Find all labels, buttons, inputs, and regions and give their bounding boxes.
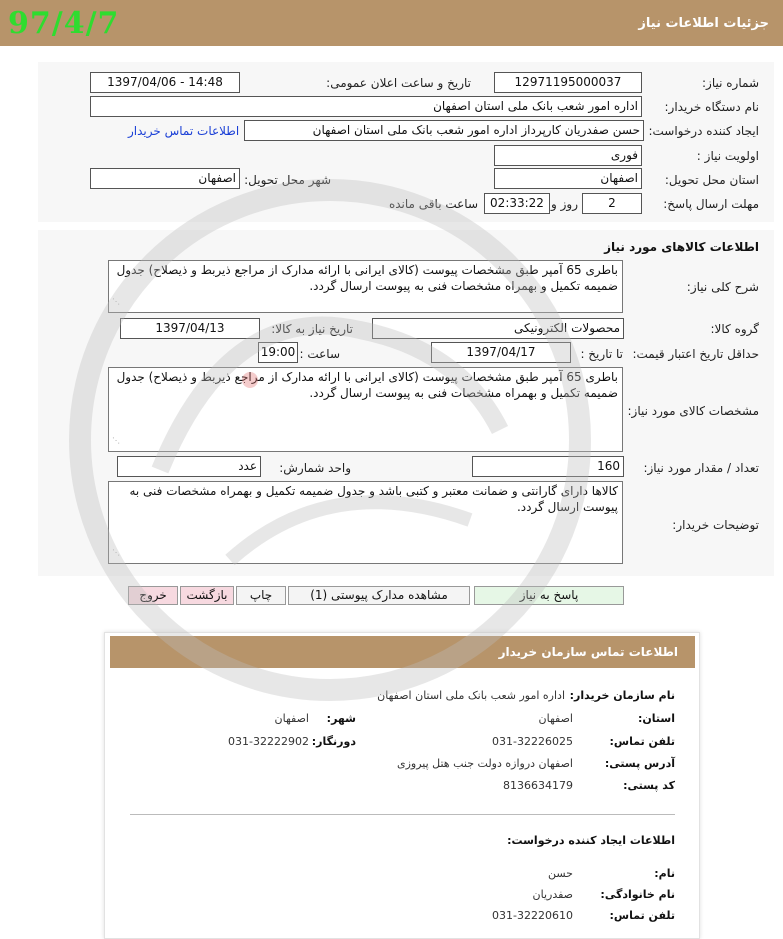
group-label: گروه کالا:	[710, 322, 759, 336]
deadline-days-field: 2	[582, 193, 642, 214]
cphone-label: تلفن تماس:	[609, 909, 675, 922]
need-number-field: 12971195000037	[494, 72, 642, 93]
priority-field: فوری	[494, 145, 642, 166]
creator-field: حسن صفدریان کارپرداز اداره امور شعب بانک ملی استان اصفهان	[244, 120, 644, 141]
name-value: حسن	[548, 867, 573, 880]
org-label: نام سازمان خریدار:	[569, 689, 675, 702]
buyer-contact-link[interactable]: اطلاعات تماس خریدار	[128, 124, 240, 138]
specs-text: باطری 65 آمپر طبق مشخصات پیوست (کالای ایرانی با ارائه مدارک از مراجع ذیربط و ذیصلاح) جدول ضمیمه تکمیل و بهمراه مشخصات فنی به پیوست ارسال گردد.	[116, 370, 618, 400]
summary-label: شرح کلی نیاز:	[686, 280, 759, 294]
phone-value: 031-32226025	[492, 735, 573, 748]
name-label: نام:	[654, 867, 675, 880]
unit-field: عدد	[117, 456, 261, 477]
resize-grip-icon[interactable]: ⋰	[112, 297, 120, 306]
validity-label: حداقل تاریخ اعتبار قیمت:	[632, 347, 759, 361]
c-city-value: اصفهان	[274, 712, 309, 725]
back-button[interactable]: بازگشت	[180, 586, 234, 605]
specs-label: مشخصات کالای مورد نیاز:	[627, 404, 759, 418]
city-label: شهر محل تحویل:	[244, 173, 331, 187]
notes-textarea	[108, 481, 623, 564]
group-field: محصولات الکترونیکی	[372, 318, 624, 339]
validity-date-field: 1397/04/17	[431, 342, 571, 363]
need-number-label: شماره نیاز:	[702, 76, 759, 90]
deadline-days-word: روز و	[551, 197, 578, 211]
address-value: اصفهان دروازه دولت جنب هتل پیروزی	[396, 757, 573, 770]
c-province-value: اصفهان	[538, 712, 573, 725]
creator-header: اطلاعات ایجاد کننده درخواست:	[507, 834, 675, 847]
validity-time-label: ساعت :	[299, 347, 340, 361]
deadline-label: مهلت ارسال پاسخ:	[663, 197, 759, 211]
postal-value: 8136634179	[503, 779, 573, 792]
province-field: اصفهان	[494, 168, 642, 189]
postal-label: کد پستی:	[623, 779, 675, 792]
family-value: صفدریان	[532, 888, 573, 901]
notes-label: توضیحات خریدار:	[672, 518, 759, 532]
buyer-label: نام دستگاه خریدار:	[664, 100, 759, 114]
c-province-label: استان:	[638, 712, 675, 725]
cphone-value: 031-32220610	[492, 909, 573, 922]
reply-button[interactable]: پاسخ به نیاز	[474, 586, 624, 605]
summary-text: باطری 65 آمپر طبق مشخصات پیوست (کالای ایرانی با ارائه مدارک از مراجع ذیربط و ذیصلاح) جدول ضمیمه تکمیل و بهمراه مشخصات فنی به پیوست ارسال گردد.	[116, 263, 618, 293]
need-date-field: 1397/04/13	[120, 318, 260, 339]
announce-label: تاریخ و ساعت اعلان عمومی:	[326, 76, 471, 90]
print-button[interactable]: چاپ	[236, 586, 286, 605]
buyer-field: اداره امور شعب بانک ملی استان اصفهان	[90, 96, 642, 117]
family-label: نام خانوادگی:	[600, 888, 675, 901]
resize-grip-icon[interactable]: ⋰	[112, 436, 120, 445]
province-label: استان محل تحویل:	[664, 173, 759, 187]
city-field: اصفهان	[90, 168, 240, 189]
unit-label: واحد شمارش:	[279, 461, 351, 475]
deadline-remaining: ساعت باقی مانده	[388, 197, 478, 211]
creator-label: ایجاد کننده درخواست:	[648, 124, 759, 138]
fax-value: 031-32222902	[228, 735, 309, 748]
c-city-label: شهر:	[326, 712, 356, 725]
summary-textarea	[108, 260, 623, 313]
resize-grip-icon[interactable]: ⋰	[112, 548, 120, 557]
phone-label: تلفن تماس:	[609, 735, 675, 748]
priority-label: اولویت نیاز :	[696, 149, 759, 163]
need-date-label: تاریخ نیاز به کالا:	[271, 322, 353, 336]
qty-label: تعداد / مقدار مورد نیاز:	[643, 461, 759, 475]
stamp-text: 97/4/7	[8, 6, 120, 41]
goods-section-title: اطلاعات کالاهای مورد نیاز	[604, 240, 759, 254]
notes-text: کالاها دارای گارانتی و ضمانت معتبر و کتبی باشد و جدول ضمیمه تکمیل و بهمراه مشخصات فنی به پیوست ارسال گردد.	[129, 484, 618, 514]
fax-label: دورنگار:	[311, 735, 356, 748]
contact-divider	[130, 814, 675, 815]
validity-time-field: 19:00	[258, 342, 298, 363]
exit-button[interactable]: خروج	[128, 586, 178, 605]
page-title: جزئیات اطلاعات نیاز	[638, 16, 769, 31]
attachments-button[interactable]: مشاهده مدارک پیوستی (1)	[288, 586, 470, 605]
validity-until-label: تا تاریخ :	[580, 347, 623, 361]
announce-field: 1397/04/06 - 14:48	[90, 72, 240, 93]
address-label: آدرس پستی:	[604, 757, 675, 770]
qty-field: 160	[472, 456, 624, 477]
contact-header: اطلاعات تماس سازمان خریدار	[498, 645, 678, 659]
specs-textarea	[108, 367, 623, 452]
deadline-time-field: 02:33:22	[484, 193, 550, 214]
org-value: اداره امور شعب بانک ملی استان اصفهان	[377, 689, 565, 702]
